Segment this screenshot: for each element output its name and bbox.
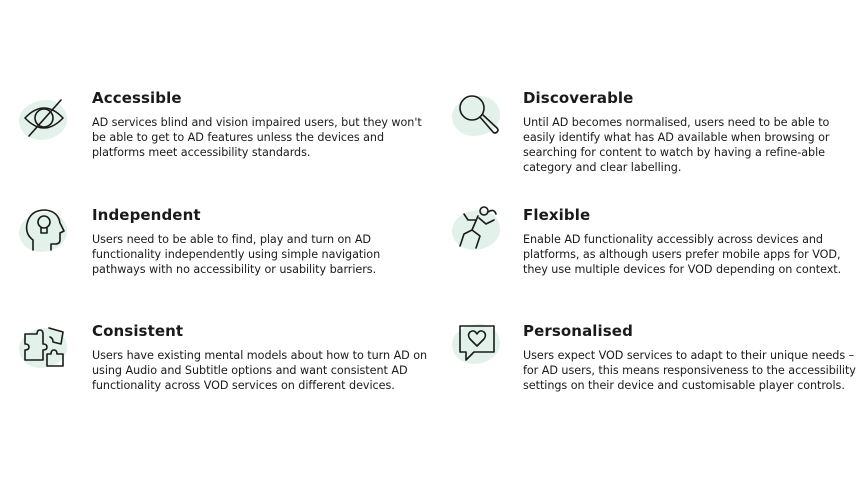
card-title: Personalised	[523, 322, 633, 340]
card-description	[523, 348, 862, 393]
description-line: settings on their device and customisable player controls.	[523, 379, 845, 392]
description-line: category and clear labelling.	[523, 161, 682, 174]
description-line: Users expect VOD services to adapt to their unique needs –	[523, 349, 855, 362]
card-description	[92, 115, 432, 160]
head-lightbulb-icon	[17, 204, 71, 258]
description-line: easily identify what has AD available when browsing or	[523, 131, 830, 144]
description-line: AD services blind and vision impaired users, but they won't	[92, 116, 422, 129]
eye-slash-icon	[17, 92, 71, 146]
description-line: platforms meet accessibility standards.	[92, 146, 311, 159]
heart-speech-bubble-icon	[450, 316, 504, 370]
card-description	[523, 232, 862, 277]
description-line: Enable AD functionality accessibly across devices and	[523, 233, 823, 246]
puzzle-pieces-icon	[17, 320, 71, 374]
card-title: Accessible	[92, 89, 182, 107]
description-line: using Audio and Subtitle options and want consistent AD	[92, 364, 408, 377]
running-person-icon	[450, 202, 504, 256]
description-line: Users have existing mental models about how to turn AD on	[92, 349, 428, 362]
description-line: searching for content to watch by having a refine-able	[523, 146, 825, 159]
description-line: for AD users, this means responsiveness to the accessibility	[523, 364, 856, 377]
description-line: pathways with no accessibility or usability barriers.	[92, 263, 377, 276]
description-line: they use multiple devices for VOD depending on context.	[523, 263, 842, 276]
magnifier-icon	[450, 88, 504, 142]
description-line: platforms, as although users prefer mobile apps for VOD,	[523, 248, 841, 261]
card-title: Consistent	[92, 322, 184, 340]
description-line: be able to get to AD features unless the devices and	[92, 131, 385, 144]
card-description	[92, 232, 432, 277]
card-title: Discoverable	[523, 89, 634, 107]
card-title: Flexible	[523, 206, 591, 224]
card-description	[523, 115, 862, 175]
card-title: Independent	[92, 206, 201, 224]
description-line: Until AD becomes normalised, users need to be able to	[523, 116, 830, 129]
card-description	[92, 348, 432, 393]
description-line: Users need to be able to find, play and turn on AD	[92, 233, 372, 246]
description-line: functionality across VOD services on different devices.	[92, 379, 395, 392]
description-line: functionality independently using simple navigation	[92, 248, 381, 261]
